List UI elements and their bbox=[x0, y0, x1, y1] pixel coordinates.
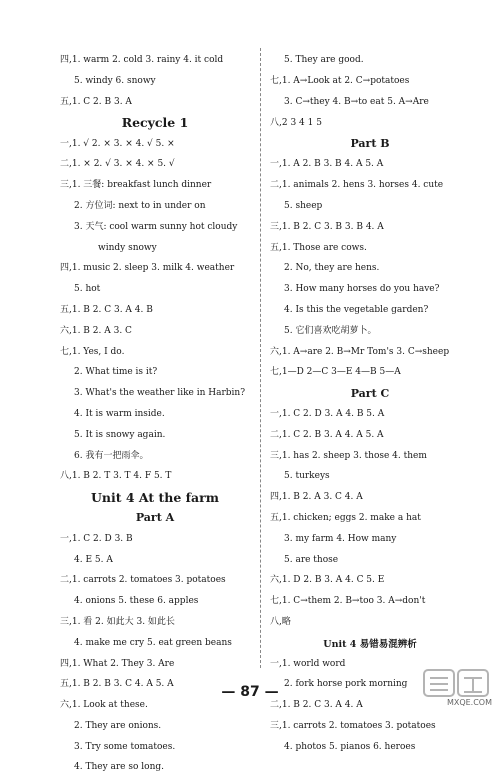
right-section-heading: Unit 4 易错易混辨析 bbox=[323, 638, 417, 650]
right-answer-line: 八,2 3 4 1 5 bbox=[270, 117, 322, 128]
right-answer-line: 4. Is this the vegetable garden? bbox=[284, 304, 429, 315]
right-answer-line: 4. photos 5. pianos 6. heroes bbox=[284, 741, 416, 752]
right-answer-line: 六,1. A→are 2. B→Mr Tom's 3. C→sheep bbox=[270, 346, 450, 357]
left-answer-line: 5. It is snowy again. bbox=[74, 429, 166, 440]
left-section-heading: Part A bbox=[135, 511, 175, 525]
right-answer-line: 七,1—D 2—C 3—E 4—B 5—A bbox=[270, 367, 401, 378]
right-answer-line: 5. sheep bbox=[284, 200, 323, 211]
right-answer-line: 七,1. A→Look at 2. C→potatoes bbox=[270, 76, 410, 87]
right-column bbox=[270, 50, 470, 757]
right-answer-line: 一,1. world word bbox=[270, 658, 346, 669]
left-answer-line: 4. make me cry 5. eat green beans bbox=[74, 637, 232, 648]
right-answer-line: 3. How many horses do you have? bbox=[284, 284, 440, 295]
watermark-text: MXQE.COM bbox=[446, 698, 492, 707]
left-answer-line: 三,1. 三餐: breakfast lunch dinner bbox=[60, 180, 212, 191]
right-section-heading: Part B bbox=[350, 137, 390, 151]
left-answer-line: windy snowy bbox=[98, 242, 157, 253]
left-column bbox=[60, 50, 250, 778]
column-divider bbox=[260, 48, 261, 668]
left-answer-line: 五,1. C 2. B 3. A bbox=[60, 96, 132, 107]
right-answer-line: 一,1. A 2. B 3. B 4. A 5. A bbox=[270, 159, 384, 170]
left-answer-line: 六,1. B 2. A 3. C bbox=[60, 325, 132, 336]
left-answer-line: 一,1. √ 2. × 3. × 4. √ 5. × bbox=[60, 138, 175, 149]
left-answer-line: 五,1. B 2. C 3. A 4. B bbox=[60, 304, 153, 315]
right-answer-line: 三,1. carrots 2. tomatoes 3. potatoes bbox=[270, 720, 436, 731]
left-answer-line: 二,1. carrots 2. tomatoes 3. potatoes bbox=[60, 575, 226, 586]
left-answer-line: 6. 我有一把雨伞。 bbox=[74, 450, 149, 461]
left-answer-line: 2. What time is it? bbox=[74, 367, 158, 378]
right-answer-line: 5. turkeys bbox=[284, 471, 330, 482]
right-answer-line: 四,1. B 2. A 3. C 4. A bbox=[270, 492, 363, 503]
left-answer-line: 七,1. Yes, I do. bbox=[60, 346, 125, 357]
left-answer-line: 5. windy 6. snowy bbox=[74, 76, 156, 87]
left-section-heading: Recycle 1 bbox=[121, 115, 189, 131]
right-answer-line: 5. 它们喜欢吃胡萝卜。 bbox=[284, 325, 377, 336]
left-answer-line: 5. hot bbox=[74, 284, 101, 295]
left-answer-line: 4. E 5. A bbox=[74, 554, 113, 565]
right-answer-line: 三,1. has 2. sheep 3. those 4. them bbox=[270, 450, 427, 461]
right-answer-line: 二,1. C 2. B 3. A 4. A 5. A bbox=[270, 429, 384, 440]
left-answer-line: 4. They are so long. bbox=[74, 762, 164, 773]
left-answer-line: 四,1. warm 2. cold 3. rainy 4. it cold bbox=[60, 55, 224, 66]
right-answer-line: 2. No, they are hens. bbox=[284, 263, 380, 274]
right-answer-line: 5. They are good. bbox=[284, 55, 364, 66]
right-answer-line: 六,1. D 2. B 3. A 4. C 5. E bbox=[270, 575, 385, 586]
right-answer-line: 3. C→they 4. B→to eat 5. A→Are bbox=[284, 96, 429, 107]
left-answer-line: 2. They are onions. bbox=[74, 720, 162, 731]
left-answer-line: 五,1. B 2. B 3. C 4. A 5. A bbox=[60, 679, 174, 690]
left-answer-line: 二,1. × 2. √ 3. × 4. × 5. √ bbox=[60, 159, 175, 170]
left-answer-line: 一,1. C 2. D 3. B bbox=[60, 533, 133, 544]
left-answer-line: 四,1. What 2. They 3. Are bbox=[60, 658, 175, 669]
left-answer-line: 3. Try some tomatoes. bbox=[74, 741, 176, 752]
left-answer-line: 四,1. music 2. sleep 3. milk 4. weather bbox=[60, 263, 235, 274]
right-answer-line: 七,1. C→them 2. B→too 3. A→don't bbox=[270, 596, 426, 607]
left-answer-line: 六,1. Look at these. bbox=[60, 700, 148, 711]
left-answer-line: 三,1. 看 2. 如此大 3. 如此长 bbox=[60, 616, 175, 627]
right-answer-line: 三,1. B 2. C 3. B 3. B 4. A bbox=[270, 221, 384, 232]
right-section-heading: Part C bbox=[350, 386, 390, 400]
left-answer-line: 4. It is warm inside. bbox=[74, 408, 165, 419]
right-answer-line: 5. are those bbox=[284, 554, 339, 565]
left-answer-line: 3. 天气: cool warm sunny hot cloudy bbox=[74, 221, 238, 232]
left-answer-line: 4. onions 5. these 6. apples bbox=[74, 596, 199, 607]
page-number: — 87 — bbox=[221, 684, 279, 700]
left-answer-line: 3. What's the weather like in Harbin? bbox=[74, 388, 246, 399]
right-answer-line: 2. fork horse pork morning bbox=[284, 679, 408, 690]
right-answer-line: 一,1. C 2. D 3. A 4. B 5. A bbox=[270, 408, 385, 419]
right-answer-line: 五,1. chicken; eggs 2. make a hat bbox=[270, 512, 421, 523]
right-answer-line: 二,1. B 2. C 3. A 4. A bbox=[270, 700, 363, 711]
right-answer-line: 八,略 bbox=[270, 616, 291, 627]
right-answer-line: 二,1. animals 2. hens 3. horses 4. cute bbox=[270, 180, 444, 191]
right-answer-line: 3. my farm 4. How many bbox=[284, 533, 397, 544]
left-answer-line: 2. 方位词: next to in under on bbox=[74, 200, 206, 211]
right-answer-line: 五,1. Those are cows. bbox=[270, 242, 367, 253]
left-answer-line: 八,1. B 2. T 3. T 4. F 5. T bbox=[60, 471, 172, 482]
left-section-heading: Unit 4 At the farm bbox=[91, 489, 219, 505]
